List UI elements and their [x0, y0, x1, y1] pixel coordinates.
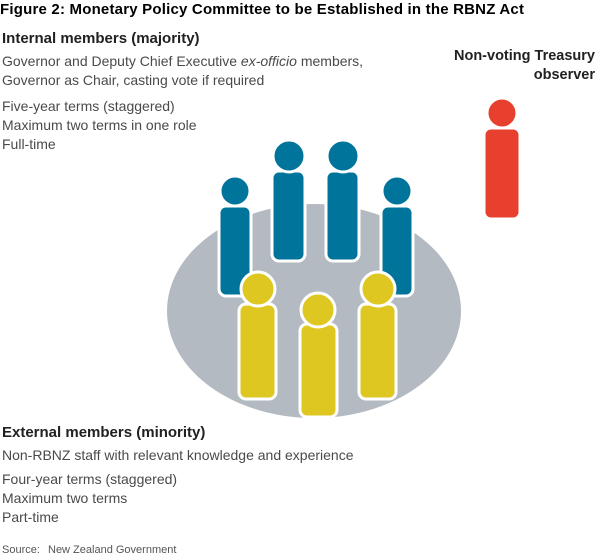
observer-label-line2: observer	[533, 67, 595, 83]
internal-description-line2: Governor as Chair, casting vote if required	[2, 72, 265, 88]
internal-description-post: members,	[296, 53, 364, 69]
external-term-time: Part-time	[2, 509, 59, 525]
observer-label-line1: Non-voting Treasury	[454, 48, 595, 64]
external-term-length: Four-year terms (staggered)	[2, 471, 178, 487]
treasury-observer-label	[454, 47, 595, 85]
external-member-icon	[300, 293, 337, 417]
internal-member-icon	[326, 140, 359, 261]
source-label: Source:	[2, 544, 40, 556]
observer-icon	[484, 98, 520, 219]
external-term-limit: Maximum two terms	[2, 490, 128, 506]
internal-members-terms	[2, 97, 197, 154]
internal-description-pre: Governor and Deputy Chief Executive	[2, 53, 241, 69]
internal-description-exofficio: ex-officio	[240, 53, 297, 69]
external-member-icon	[359, 272, 396, 399]
internal-term-time: Full-time	[2, 136, 56, 152]
figure-title: Figure 2: Monetary Policy Committee to be Established in the RBNZ Act	[0, 1, 525, 18]
internal-members-heading: Internal members (majority)	[2, 30, 200, 47]
internal-members-description	[2, 52, 363, 90]
internal-member-icon	[272, 140, 305, 261]
internal-term-length: Five-year terms (staggered)	[2, 98, 175, 114]
external-members-heading: External members (minority)	[2, 424, 206, 441]
external-members-description: Non-RBNZ staff with relevant knowledge and experience	[2, 447, 354, 463]
source-value: New Zealand Government	[48, 544, 177, 556]
internal-term-limit: Maximum two terms in one role	[2, 117, 197, 133]
external-member-icon	[239, 272, 276, 399]
source-line	[2, 544, 176, 556]
external-members-terms	[2, 470, 177, 527]
